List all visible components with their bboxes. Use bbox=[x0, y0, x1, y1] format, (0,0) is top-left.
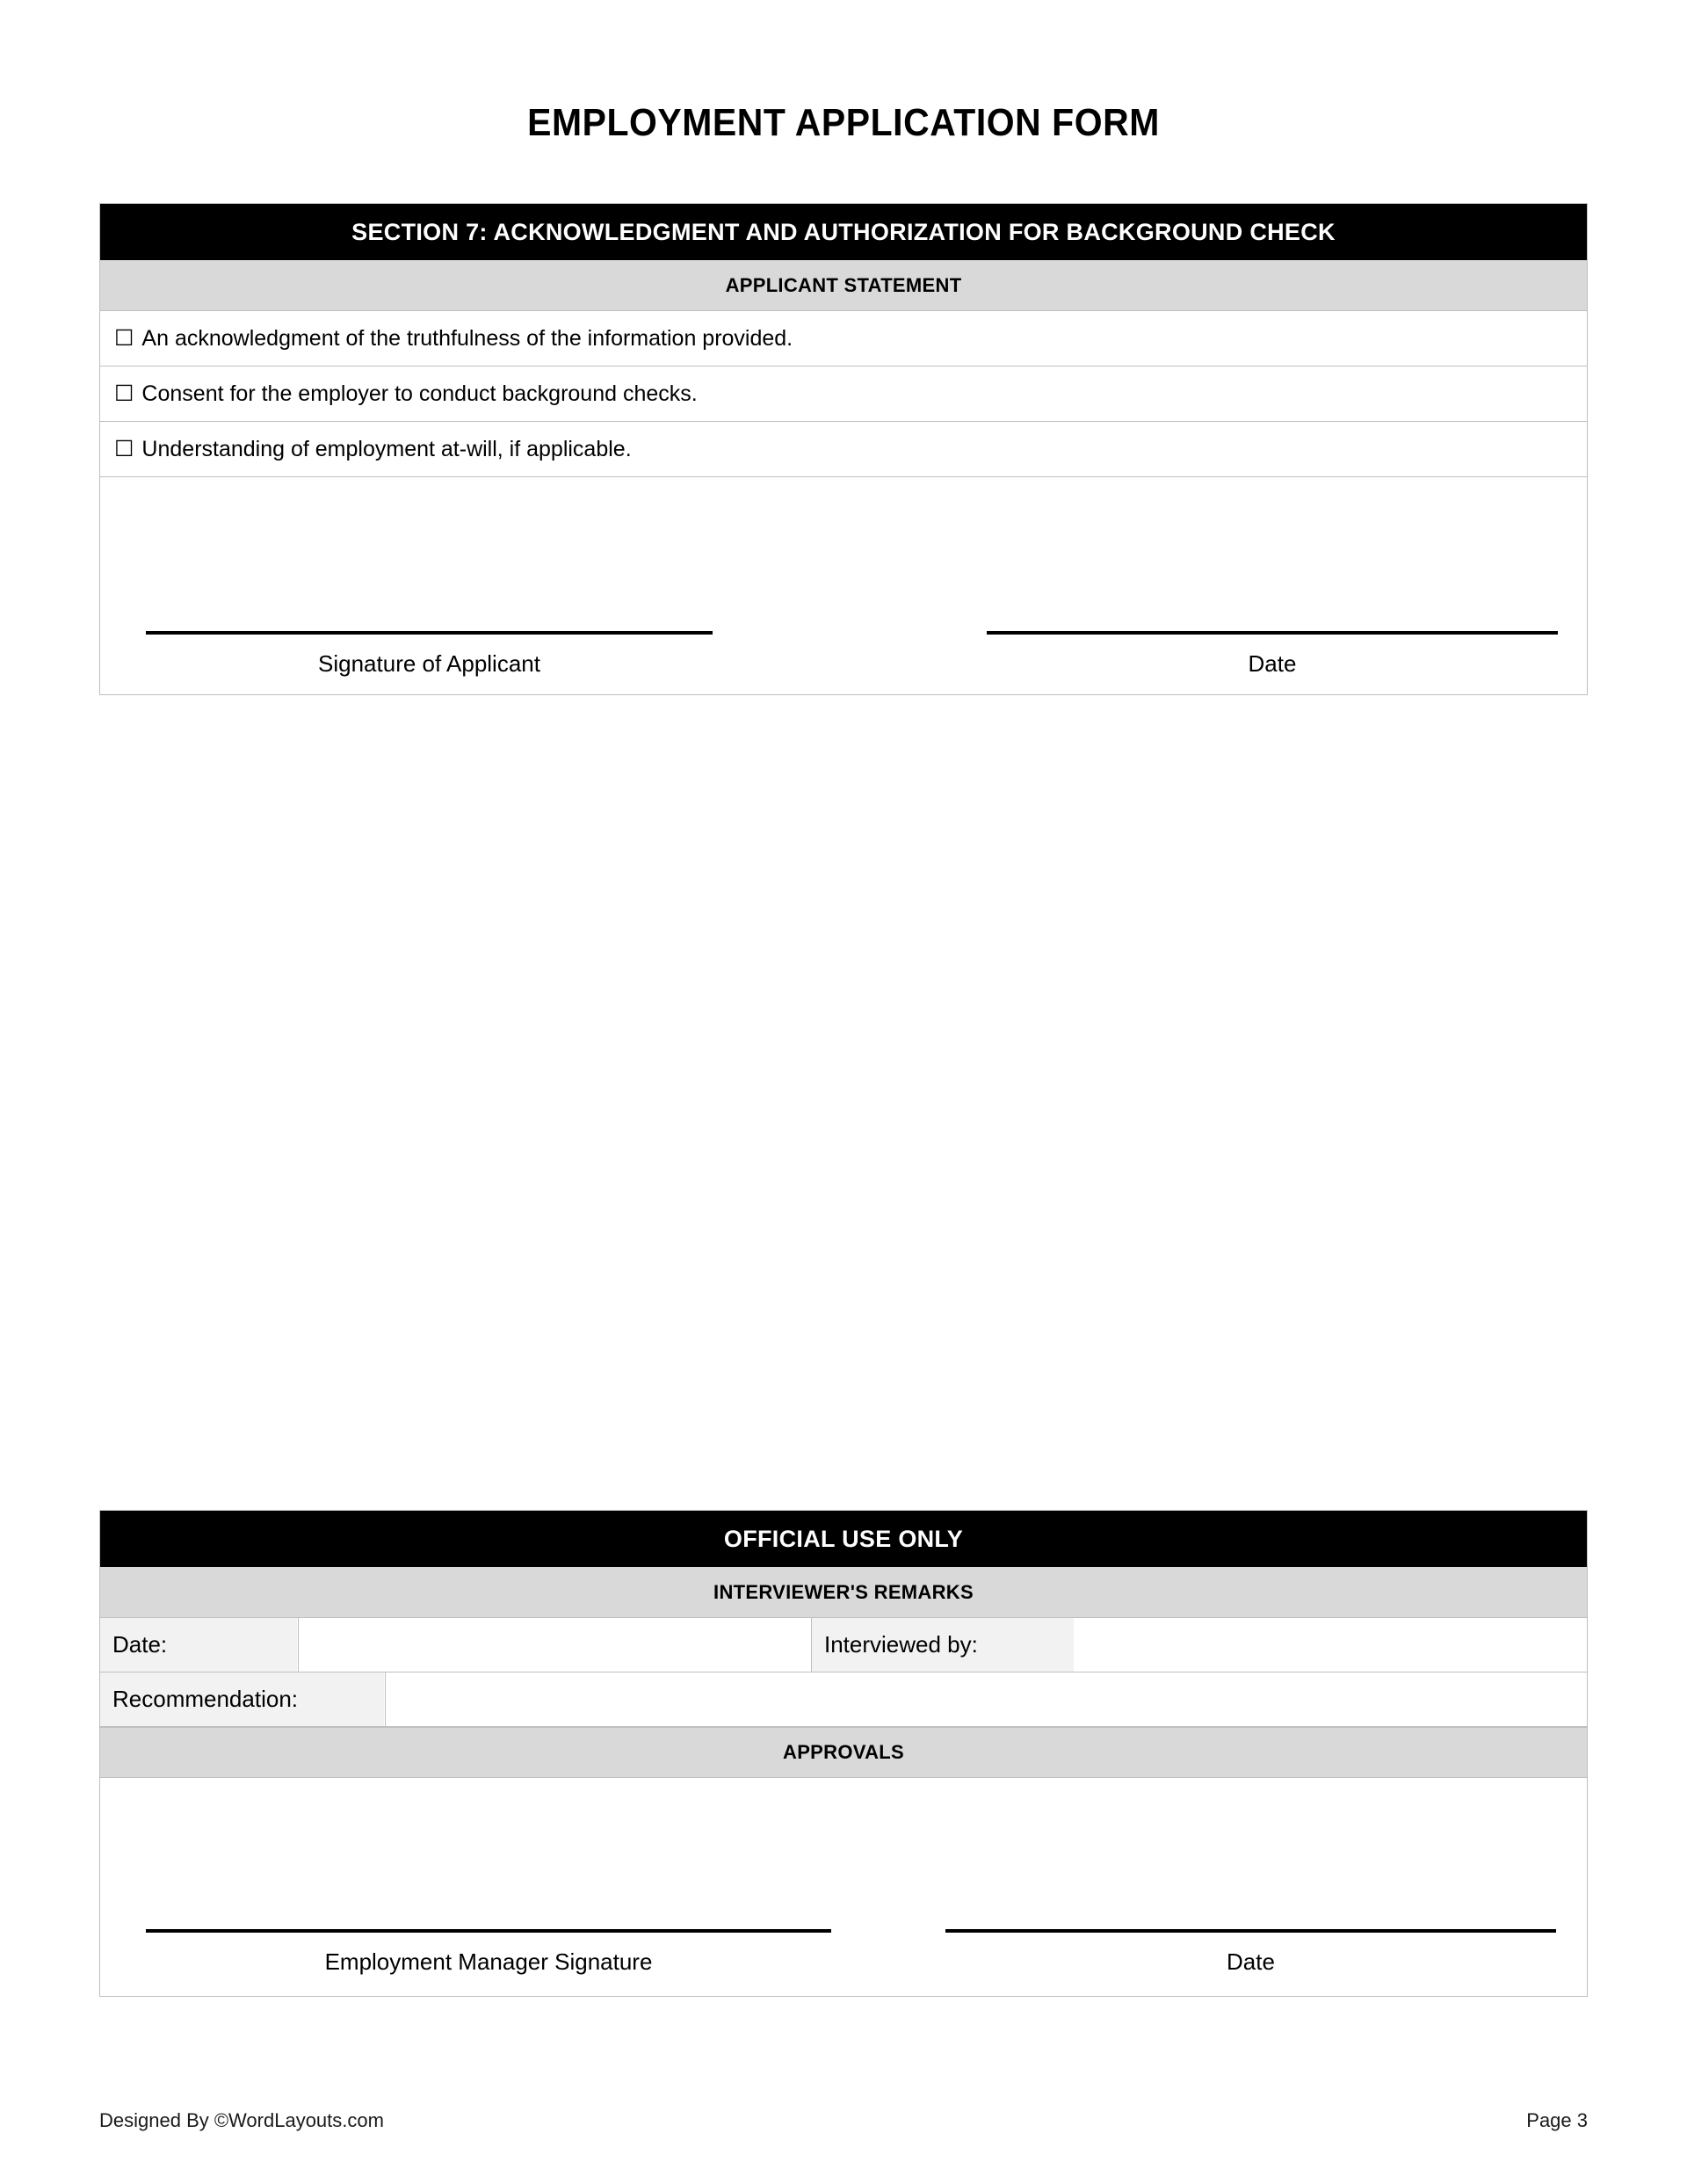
recommendation-label: Recommendation: bbox=[100, 1672, 385, 1726]
interview-date-label: Date: bbox=[100, 1618, 298, 1672]
applicant-signature-line[interactable] bbox=[146, 631, 713, 635]
interviewed-by-input[interactable] bbox=[1075, 1618, 1587, 1672]
page-title: EMPLOYMENT APPLICATION FORM bbox=[527, 101, 1160, 144]
approvals-signature-area[interactable] bbox=[100, 1778, 1587, 1996]
acknowledgment-row-3[interactable] bbox=[100, 422, 1587, 477]
applicant-date-caption: Date bbox=[1248, 650, 1297, 677]
recommendation-row bbox=[100, 1672, 1587, 1727]
official-use-table bbox=[99, 1510, 1588, 1997]
acknowledgment-row-1[interactable] bbox=[100, 311, 1587, 366]
checkbox-icon[interactable]: ☐ bbox=[114, 381, 134, 406]
approval-date-line[interactable] bbox=[945, 1929, 1556, 1933]
official-use-header: OFFICIAL USE ONLY bbox=[100, 1511, 1587, 1567]
interview-meta-row bbox=[100, 1618, 1587, 1672]
checkbox-icon[interactable]: ☐ bbox=[114, 436, 134, 461]
interviewer-remarks-header: INTERVIEWER'S REMARKS bbox=[100, 1567, 1587, 1618]
acknowledgment-text-2: Consent for the employer to conduct background checks. bbox=[141, 381, 698, 406]
manager-signature-line[interactable] bbox=[146, 1929, 831, 1933]
footer-credit: Designed By ©WordLayouts.com bbox=[99, 2109, 384, 2131]
footer-page-number: Page 3 bbox=[1526, 2109, 1588, 2131]
manager-signature-caption: Employment Manager Signature bbox=[324, 1948, 653, 1975]
applicant-statement-header: APPLICANT STATEMENT bbox=[100, 260, 1587, 311]
page-footer bbox=[99, 2109, 1588, 2132]
section7-header: SECTION 7: ACKNOWLEDGMENT AND AUTHORIZATION FOR BACKGROUND CHECK bbox=[100, 204, 1587, 260]
acknowledgment-text-3: Understanding of employment at-will, if applicable. bbox=[141, 436, 632, 461]
approvals-header: APPROVALS bbox=[100, 1727, 1587, 1778]
interviewed-by-label: Interviewed by: bbox=[811, 1618, 1075, 1672]
applicant-signature-area[interactable] bbox=[100, 477, 1587, 694]
section7-table bbox=[99, 203, 1588, 695]
applicant-signature-caption: Signature of Applicant bbox=[318, 650, 540, 677]
acknowledgment-text-1: An acknowledgment of the truthfulness of the information provided. bbox=[141, 325, 793, 351]
checkbox-icon[interactable]: ☐ bbox=[114, 325, 134, 351]
acknowledgment-row-2[interactable] bbox=[100, 366, 1587, 422]
interview-date-input[interactable] bbox=[298, 1618, 811, 1672]
approval-date-caption: Date bbox=[1227, 1948, 1275, 1975]
recommendation-input[interactable] bbox=[385, 1672, 1587, 1726]
applicant-date-line[interactable] bbox=[987, 631, 1558, 635]
